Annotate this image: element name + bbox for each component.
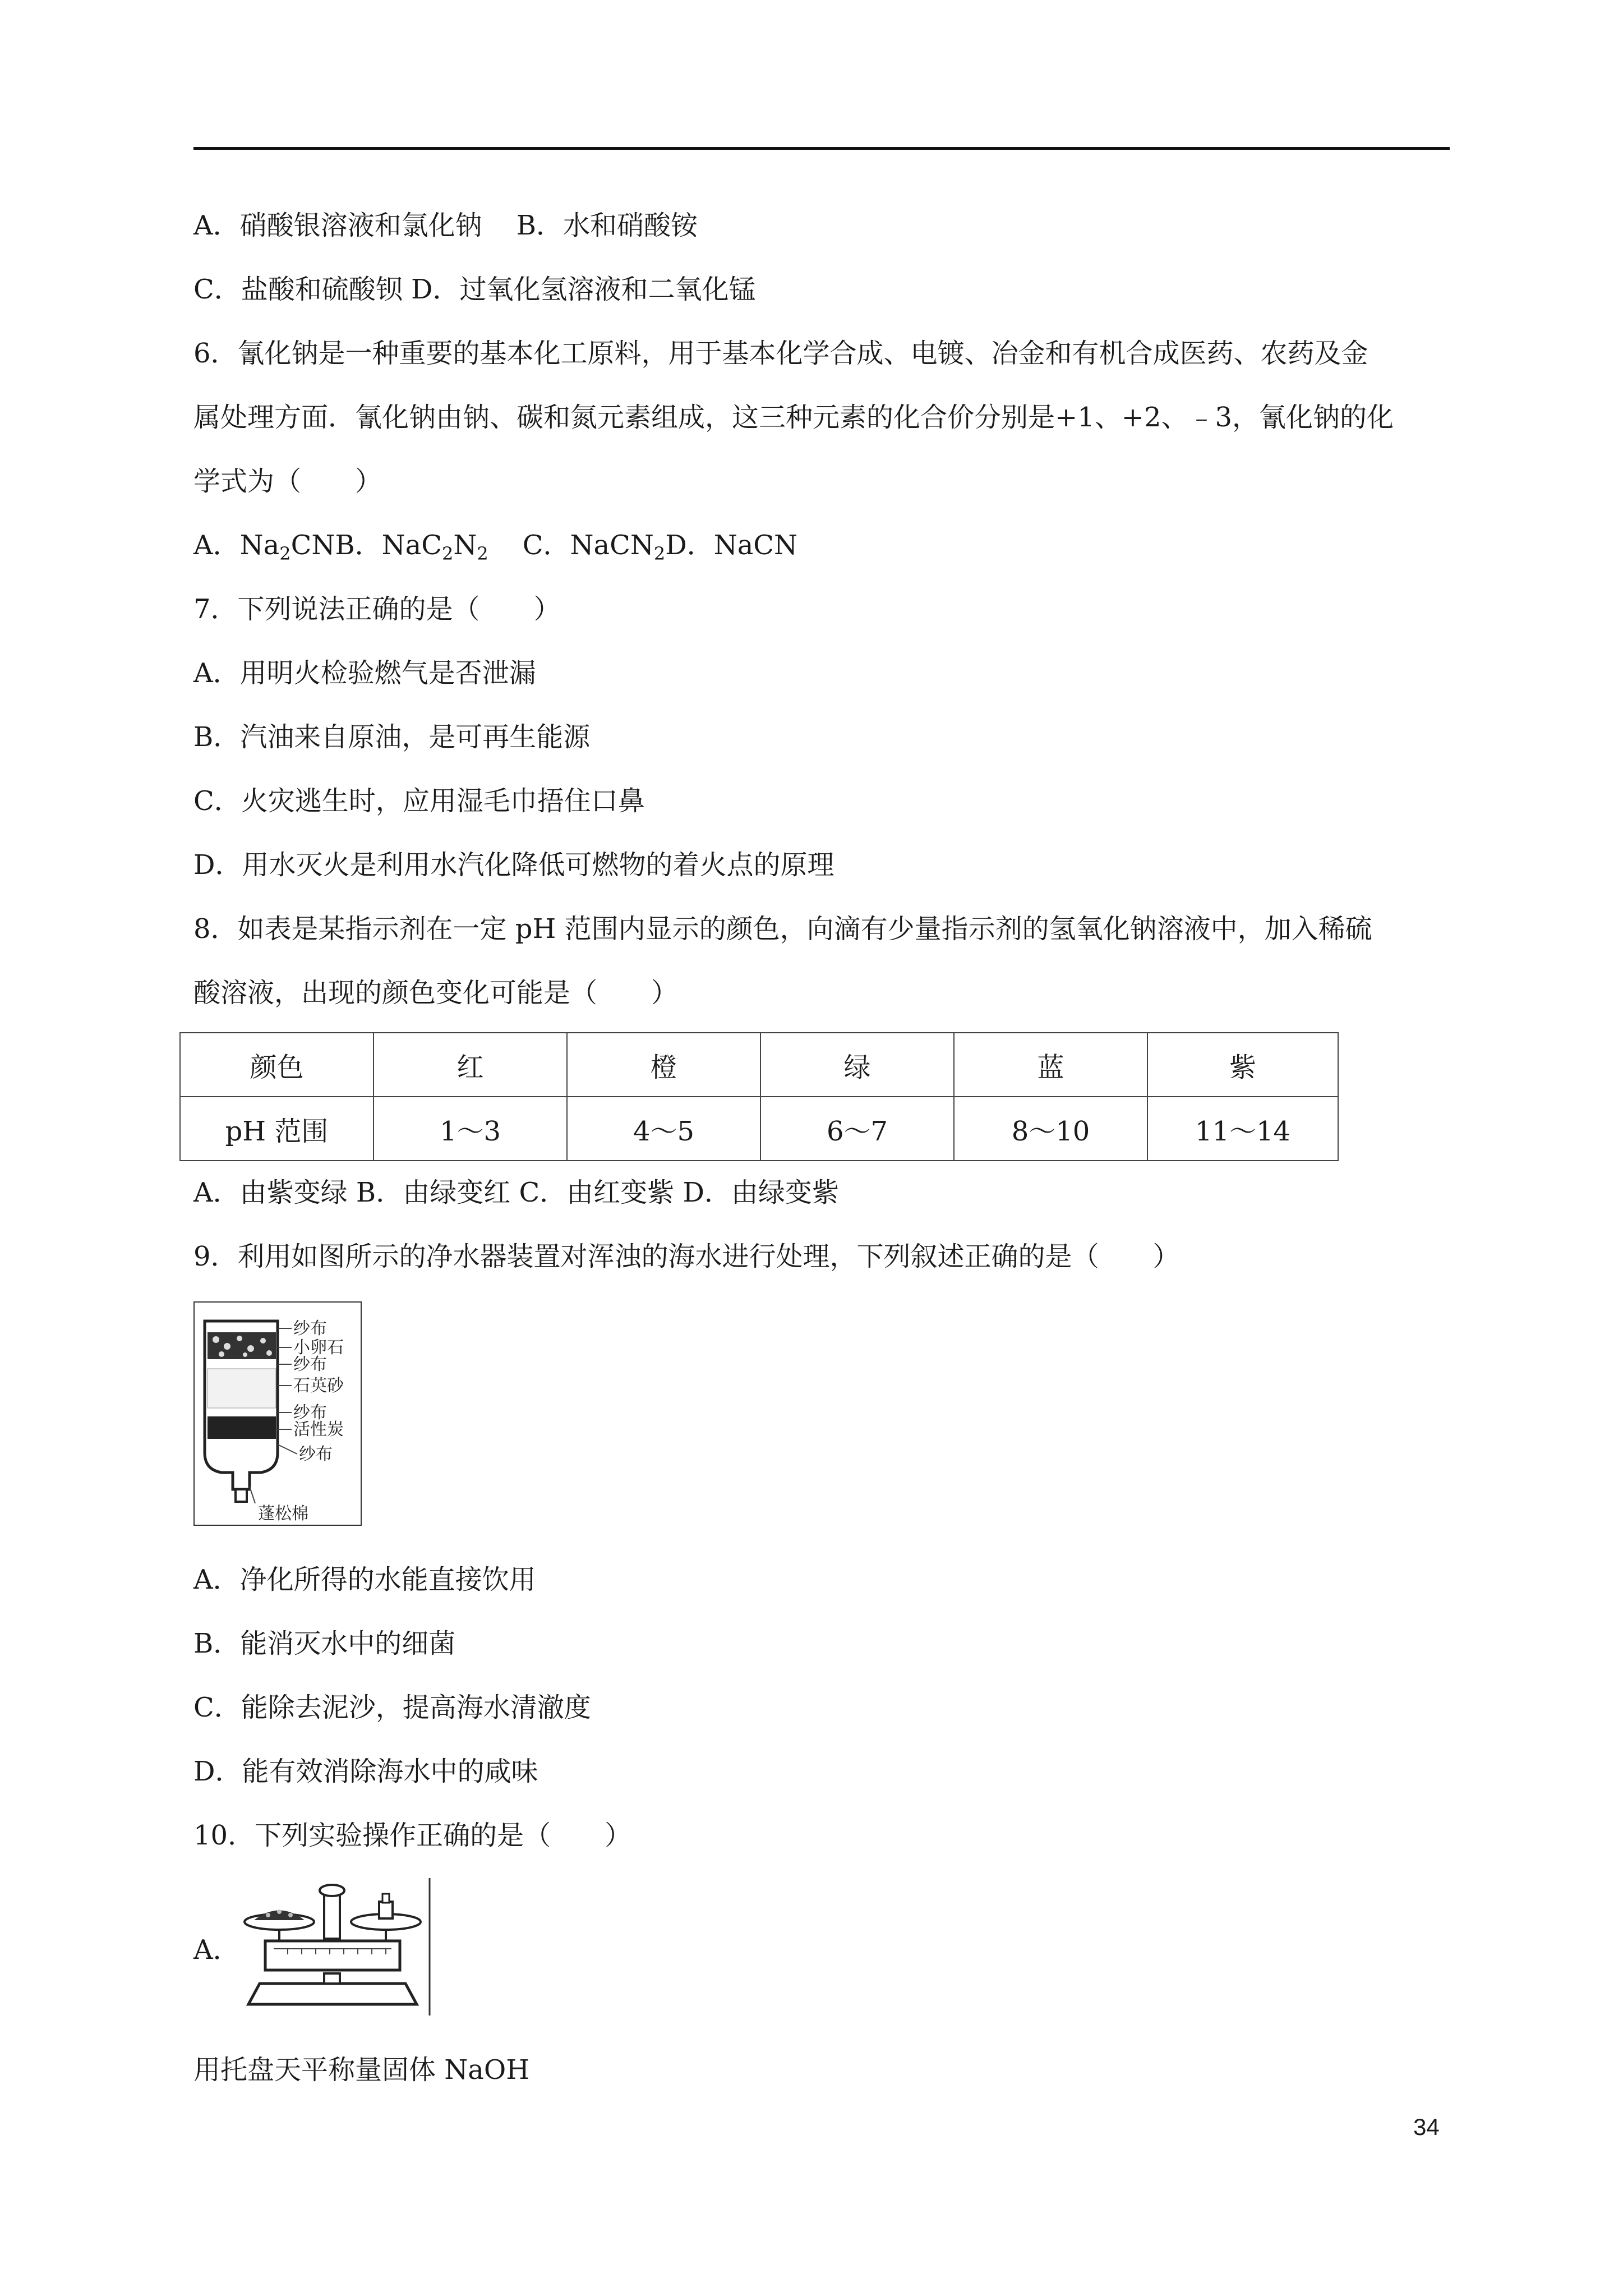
q6-option-a: A．$Na_2CN$ (193, 530, 335, 564)
q8-options: A．由紫变绿 B．由绿变红 C．由红变紫 D．由绿变紫 (193, 1177, 839, 1208)
table-cell: 蓝 (954, 1033, 1147, 1097)
q5-options-line2: C．盐酸和硫酸钡 D．过氧化氢溶液和二氧化锰 (193, 274, 756, 305)
fig-label: 石英砂 (293, 1377, 344, 1395)
fig-label: 小卵石 (293, 1338, 344, 1357)
table-cell: 1～3 (374, 1097, 567, 1161)
table-cell: pH 范围 (180, 1097, 374, 1161)
q6-stem-line1: 6．氰化钠是一种重要的基本化工原料，用于基本化学合成、电镀、冶金和有机合成医药、农药及金 (193, 338, 1368, 369)
table-cell: 6～7 (760, 1097, 954, 1161)
balance-drawing (234, 1878, 431, 2016)
q10-option-a-label: A． (193, 1934, 240, 1966)
q7-option-a: A．用明火检验燃气是否泄漏 (193, 657, 536, 689)
q8-stem-line1: 8．如表是某指示剂在一定 pH 范围内显示的颜色，向滴有少量指示剂的氢氧化钠溶液中，加入稀硫 (193, 913, 1372, 945)
table-cell: 颜色 (180, 1033, 374, 1097)
q10-stem: 10．下列实验操作正确的是（ ） (193, 1820, 632, 1851)
table-row-color (180, 1033, 1338, 1097)
q9-option-c: C．能除去泥沙，提高海水清澈度 (193, 1692, 591, 1723)
q7-option-b: B．汽油来自原油，是可再生能源 (193, 721, 591, 753)
q6-options (193, 528, 797, 570)
q6-stem-line3: 学式为（ ） (193, 466, 382, 497)
table-cell: 4～5 (567, 1097, 760, 1161)
table-cell: 橙 (567, 1033, 760, 1097)
fig-label: 纱布 (293, 1355, 327, 1374)
table-cell: 红 (374, 1033, 567, 1097)
q6-option-c: C．NaCN$_2$ (522, 530, 666, 564)
q5-options-line1: A．硝酸银溶液和氯化钠 B．水和硝酸铵 (193, 210, 698, 241)
table-cell: 8～10 (954, 1097, 1147, 1161)
q9-stem: 9．利用如图所示的净水器装置对浑浊的海水进行处理，下列叙述正确的是（ ） (193, 1241, 1180, 1272)
q6-option-b: B．$NaC_2N_2$ (335, 530, 488, 564)
water-purifier-figure (193, 1301, 362, 1526)
q6-stem-line2: 属处理方面．氰化钠由钠、碳和氮元素组成，这三种元素的化合价分别是+1、+2、﹣3，氰化钠的化 (193, 402, 1394, 433)
q7-stem: 7．下列说法正确的是（ ） (193, 593, 561, 625)
page-number: 34 (1413, 2114, 1440, 2140)
header-rule (193, 147, 1450, 150)
ph-color-table (179, 1032, 1339, 1161)
fig-label: 纱布 (293, 1319, 327, 1338)
q7-option-d: D．用水灭火是利用水汽化降低可燃物的着火点的原理 (193, 849, 834, 881)
table-cell: 紫 (1147, 1033, 1338, 1097)
table-cell: 绿 (760, 1033, 954, 1097)
q6-option-d: D．NaCN (665, 530, 798, 561)
fig-label: 纱布 (293, 1404, 327, 1422)
q9-option-b: B．能消灭水中的细菌 (193, 1628, 456, 1659)
q9-option-a: A．净化所得的水能直接饮用 (193, 1564, 536, 1595)
fig-label: 蓬松棉 (258, 1504, 308, 1523)
table-cell: 11～14 (1147, 1097, 1338, 1161)
fig-label: 活性炭 (293, 1420, 344, 1439)
q7-option-c: C．火灾逃生时，应用湿毛巾捂住口鼻 (193, 785, 645, 817)
q8-stem-line2: 酸溶液，出现的颜色变化可能是（ ） (193, 977, 679, 1009)
q9-option-d: D．能有效消除海水中的咸味 (193, 1756, 538, 1787)
fig-label: 纱布 (299, 1445, 333, 1464)
q10-option-a-caption: 用托盘天平称量固体 NaOH (193, 2054, 530, 2086)
water-purifier-drawing (193, 1301, 362, 1526)
balance-figure (234, 1878, 431, 2016)
table-row-ph (180, 1097, 1338, 1161)
